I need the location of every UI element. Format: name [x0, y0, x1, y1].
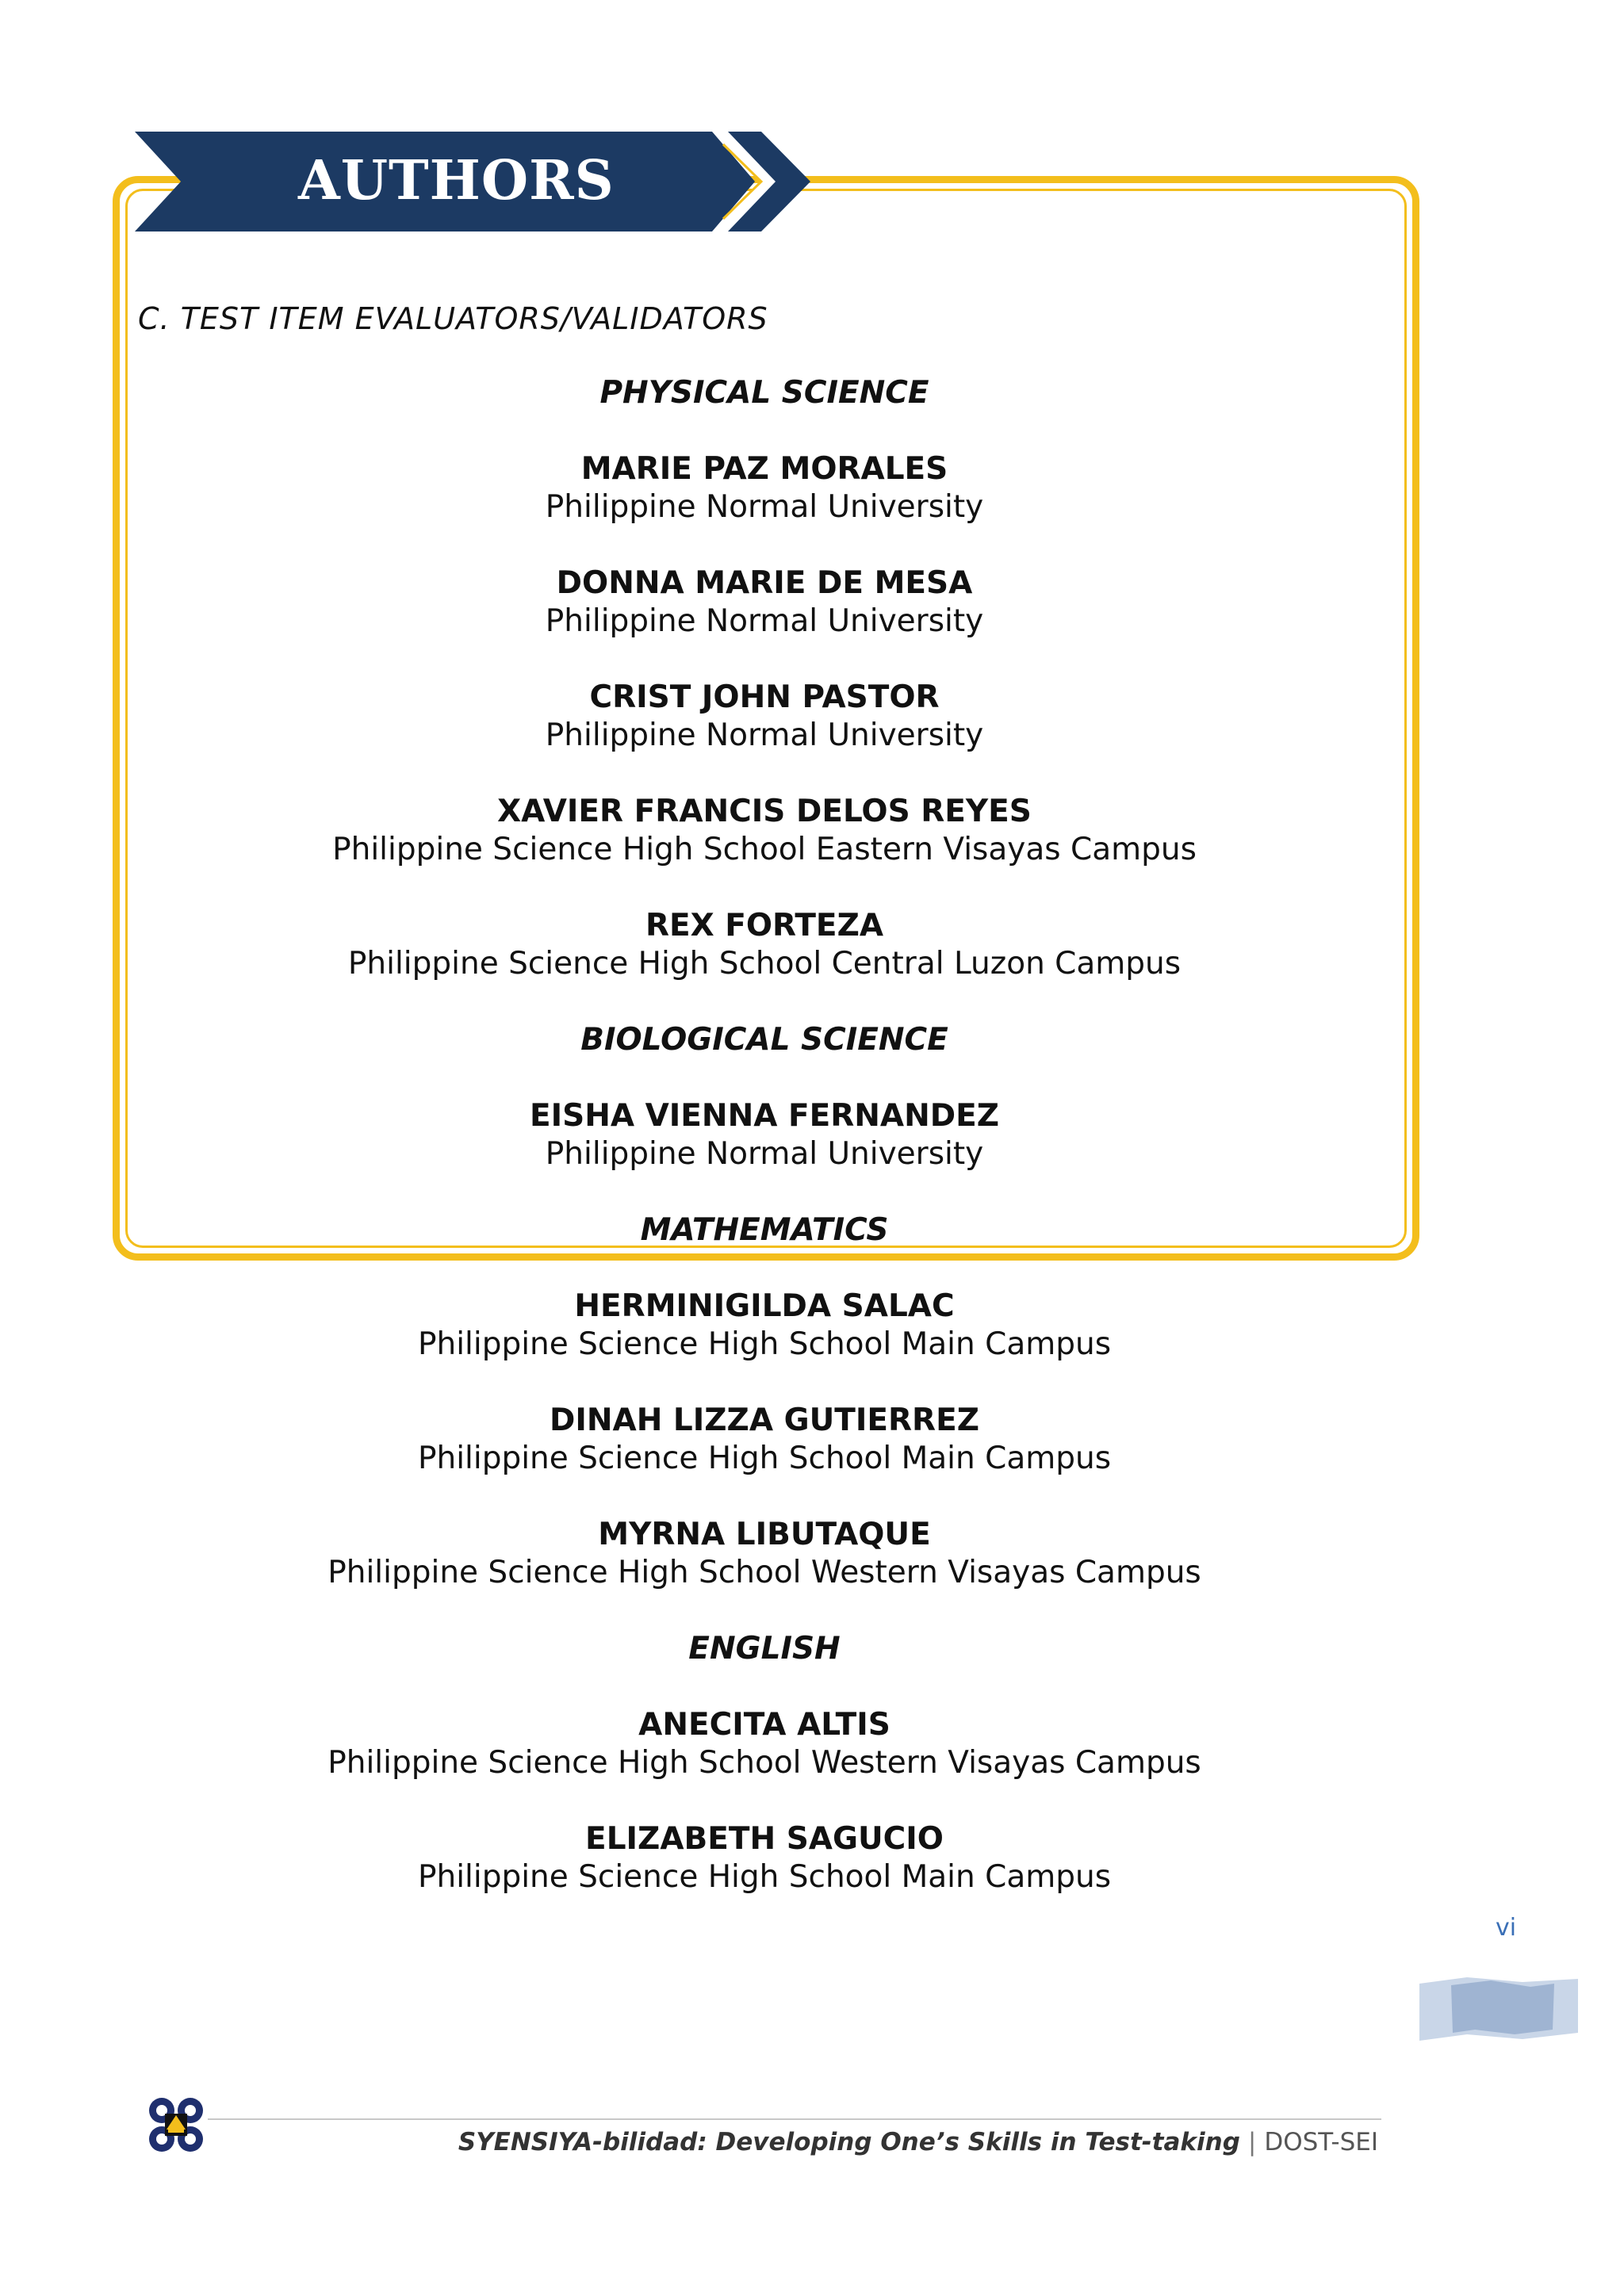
- person-name: ELIZABETH SAGUCIO: [585, 1821, 944, 1857]
- person-affiliation: Philippine Science High School Western Visayas Campus: [327, 1555, 1201, 1590]
- person-affiliation: Philippine Normal University: [545, 1136, 984, 1172]
- person-affiliation: Philippine Science High School Western Visayas Campus: [327, 1745, 1201, 1781]
- page-number: vi: [1496, 1914, 1517, 1942]
- person-affiliation: Philippine Science High School Main Campus: [417, 1859, 1112, 1895]
- category-english: ENGLISH: [688, 1631, 841, 1667]
- category-physical-science: PHYSICAL SCIENCE: [599, 375, 929, 411]
- dost-sei-logo-icon: [144, 2093, 208, 2156]
- footer-title: SYENSIYA-bilidad: Developing One’s Skills in Test-taking: [458, 2128, 1240, 2156]
- person-affiliation: Philippine Science High School Eastern Visayas Campus: [332, 832, 1197, 867]
- person-name: ANECITA ALTIS: [638, 1707, 891, 1743]
- person-name: DINAH LIZZA GUTIERREZ: [549, 1402, 980, 1438]
- section-heading: C. TEST ITEM EVALUATORS/VALIDATORS: [138, 301, 768, 336]
- page-tab-decoration: [1419, 1977, 1578, 2042]
- category-mathematics: MATHEMATICS: [640, 1212, 889, 1248]
- person-affiliation: Philippine Science High School Main Campus: [417, 1326, 1112, 1362]
- tab-shape-front: [1451, 1980, 1554, 2034]
- person-name: MYRNA LIBUTAQUE: [598, 1517, 931, 1552]
- footer-divider: [208, 2118, 1381, 2120]
- person-name: MARIE PAZ MORALES: [580, 451, 948, 487]
- person-affiliation: Philippine Science High School Central Luzon Campus: [347, 946, 1182, 982]
- person-affiliation: Philippine Science High School Main Campus: [417, 1441, 1112, 1476]
- footer-org: DOST-SEI: [1264, 2128, 1378, 2156]
- category-biological-science: BIOLOGICAL SCIENCE: [580, 1022, 948, 1058]
- person-affiliation: Philippine Normal University: [545, 489, 984, 525]
- footer-caption: [458, 2128, 1378, 2156]
- person-affiliation: Philippine Normal University: [545, 603, 984, 639]
- person-name: XAVIER FRANCIS DELOS REYES: [497, 794, 1032, 829]
- person-name: CRIST JOHN PASTOR: [589, 679, 940, 715]
- person-name: HERMINIGILDA SALAC: [574, 1288, 955, 1324]
- evaluators-list: [262, 374, 1267, 1896]
- person-affiliation: Philippine Normal University: [545, 718, 984, 753]
- person-name: REX FORTEZA: [645, 908, 884, 943]
- page-title: AUTHORS: [298, 149, 615, 212]
- footer-separator: |: [1247, 2128, 1257, 2156]
- person-name: EISHA VIENNA FERNANDEZ: [529, 1098, 1000, 1134]
- person-name: DONNA MARIE DE MESA: [556, 565, 973, 601]
